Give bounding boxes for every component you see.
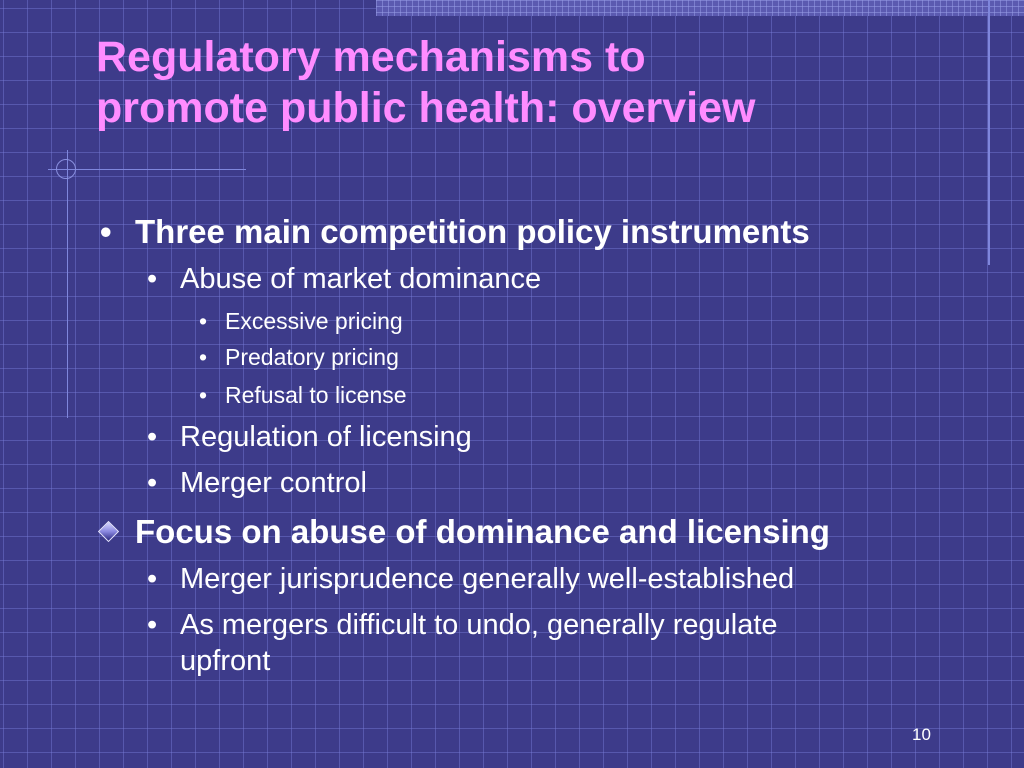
- list-item: Abuse of market dominance: [180, 263, 542, 295]
- bullet-icon: •: [199, 382, 208, 408]
- bullet-icon: •: [147, 609, 158, 641]
- list-item: Predatory pricing: [225, 344, 399, 370]
- bullet-icon: •: [199, 344, 208, 370]
- list-item: Merger control: [180, 467, 367, 499]
- list-item: As mergers difficult to undo, generally regulate: [180, 609, 778, 641]
- list-item: Focus on abuse of dominance and licensing: [135, 513, 830, 550]
- page-number: 10: [912, 725, 931, 744]
- title-line-1: Regulatory mechanisms to: [96, 33, 646, 81]
- bullet-icon: •: [147, 421, 158, 453]
- bullet-icon: •: [147, 263, 158, 295]
- bullet-icon: •: [199, 308, 208, 334]
- title-line-2: promote public health: overview: [96, 84, 756, 132]
- list-item: Refusal to license: [225, 382, 407, 408]
- bullet-icon: •: [100, 213, 112, 250]
- list-item: Excessive pricing: [225, 308, 403, 334]
- list-item-continuation: upfront: [180, 645, 271, 677]
- list-item: Three main competition policy instruments: [135, 213, 810, 250]
- list-item: Merger jurisprudence generally well-established: [180, 563, 795, 595]
- diamond-bullet-icon: [98, 521, 119, 542]
- bullet-icon: •: [147, 563, 158, 595]
- bullet-icon: •: [147, 467, 158, 499]
- list-item: Regulation of licensing: [180, 421, 472, 453]
